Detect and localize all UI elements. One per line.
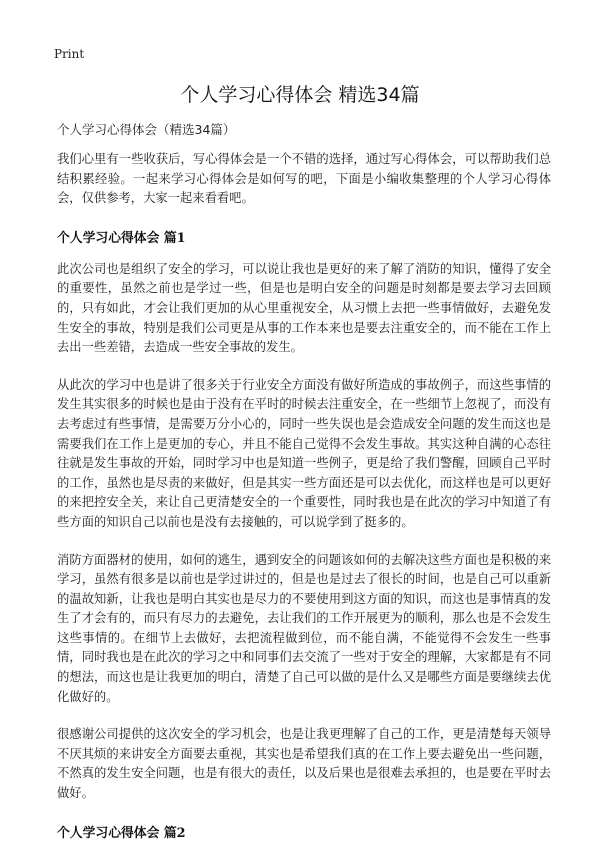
document-subtitle: 个人学习心得体会（精选34篇） xyxy=(57,122,236,137)
body-paragraph: 很感谢公司提供的这次安全的学习机会，也是让我更理解了自己的工作，更是清楚每天领导不厌其烦的来讲安全方面要去重视，其实也是希望我们真的在工作上要去避免出一些问题，不然真的发生安全问题，也是有很大的责任，以及后果也是很难去承担的，也是要在平时去做好。 xyxy=(57,727,551,801)
print-link[interactable]: Print xyxy=(54,47,85,61)
intro-paragraph: 我们心里有一些收获后，写心得体会是一个不错的选择，通过写心得体会，可以帮助我们总结积累经验。一起来学习心得体会是如何写的吧，下面是小编收集整理的个人学习心得体会，仅供参考，大家一起来看看吧。 xyxy=(57,152,551,206)
body-paragraph: 此次公司也是组织了安全的学习，可以说让我也是更好的来了解了消防的知识，懂得了安全的重要性，虽然之前也是学过一些，但是也是明白安全的问题是时刻都是要去学习去回顾的，只有如此，才会让我们更加的从心里重视安全，从习惯上去把一些事情做好，去避免发生安全的事故，特别是我们公司更是从事的工作本来也是要去注重安全的，而不能在工作上去出一些差错，去造成一些安全事故的发生。 xyxy=(57,261,551,355)
section-heading: 个人学习心得体会 篇2 xyxy=(57,825,186,841)
section-heading: 个人学习心得体会 篇1 xyxy=(57,230,186,246)
article-body xyxy=(57,150,551,855)
body-paragraph: 消防方面器材的使用，如何的逃生，遇到安全的问题该如何的去解决这些方面也是积极的来学习，虽然有很多是以前也是学过讲过的，但是也是过去了很长的时间，也是自己可以重新的温故知新，让我也是明白其实也是尽力的不要使用到这方面的知识，而这也是事情真的发生了才会有的，而只有尽力的去避免，去让我们的工作开展更为的顺利，那么也是不会发生这些事情的。在细节上去做好，去把流程做到位，而不能自满，不能觉得不会发生一些事情，同时我也是在此次的学习之中和同事们去交流了一些对于安全的理解，大家都是有不同的想法，而这也是让我更加的明白，清楚了自己可以做的是什么又是哪些方面是要继续去优化做好的。 xyxy=(57,552,551,704)
page-title: 个人学习心得体会 精选34篇 xyxy=(180,84,420,106)
body-paragraph: 从此次的学习中也是讲了很多关于行业安全方面没有做好所造成的事故例子，而这些事情的发生其实很多的时候也是由于没有在平时的时候去注重安全，在一些细节上忽视了，而没有去考虑过有些事情，是需要万分小心的，同时一些失误也是会造成安全问题的发生而这也是需要我们在工作上是更加的专心，并且不能自己觉得不会发生事故。其实这种自满的心态往往就是发生事故的开始，同时学习中也是知道一些例子，更是给了我们警醒，回顾自己平时的工作，虽然也是尽责的来做好，但是其实一些方面还是可以去优化，而这样也是可以更好的来把控安全关，来让自己更清楚安全的一个重要性，同时我也是在此次的学习中知道了有些方面的知识自己以前也是没有去接触的，可以说学到了挺多的。 xyxy=(57,377,551,529)
